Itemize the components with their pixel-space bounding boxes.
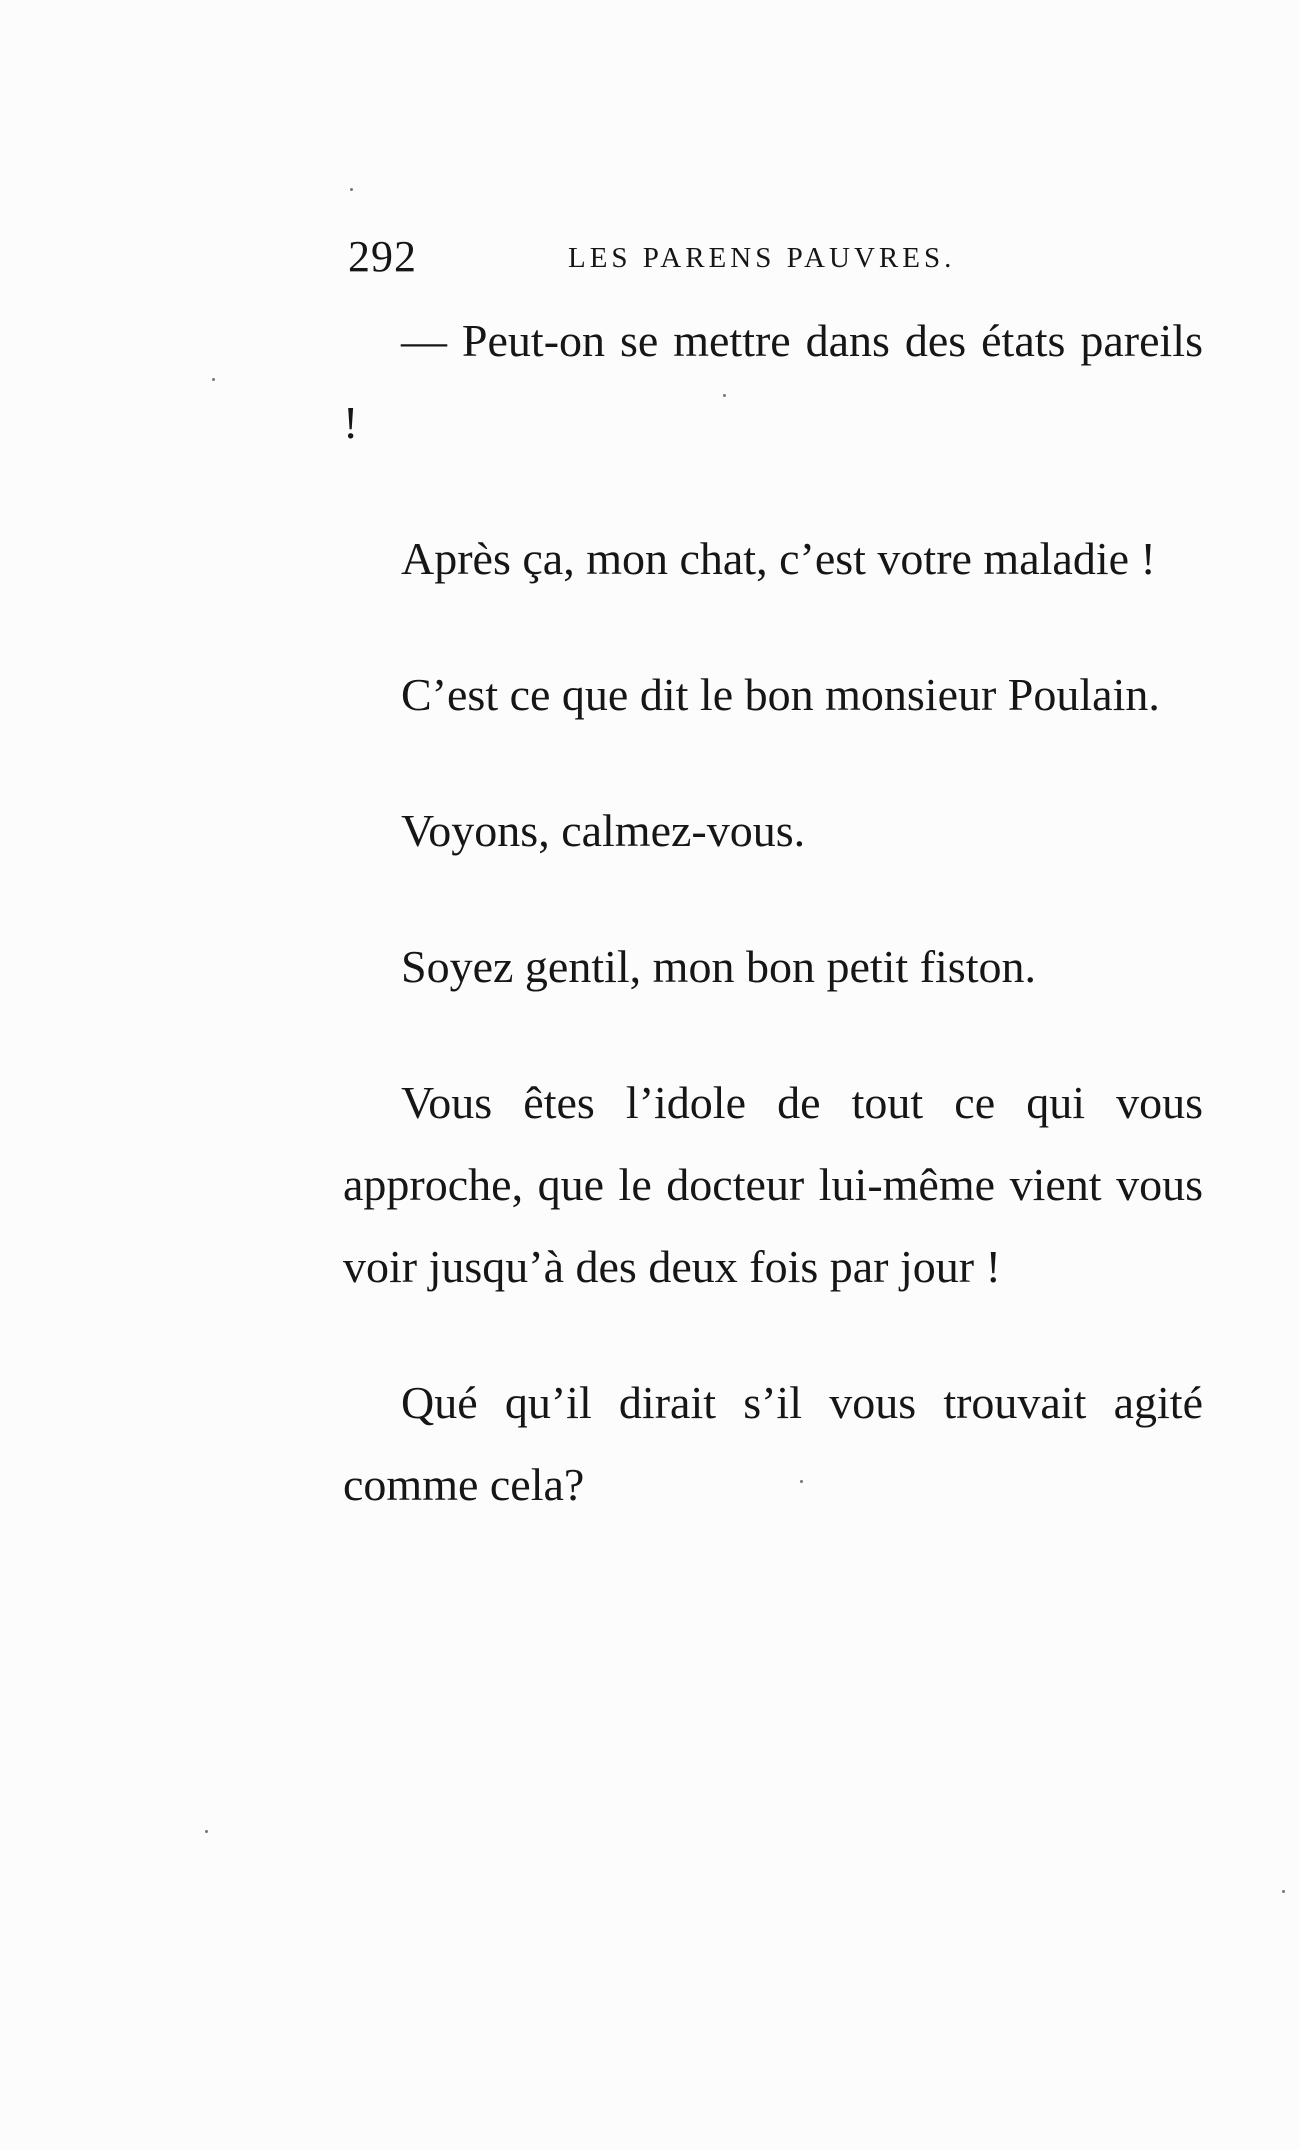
page-number: 292 — [348, 232, 417, 281]
running-title: LES PARENS PAUVRES. — [568, 242, 956, 274]
paragraph: Vous êtes l’idole de tout ce qui vous approche, que le docteur lui-même vient vous voir jusqu’à des deux fois par jour ! — [343, 1077, 1203, 1292]
paragraph: Qué qu’il dirait s’il vous trouvait agité comme cela? — [343, 1377, 1203, 1510]
paragraph: Voyons, calmez-vous. — [401, 805, 806, 856]
paragraph: Soyez gentil, mon bon petit fiston. — [401, 941, 1036, 992]
paper-speck — [1282, 1890, 1285, 1893]
paper-speck — [350, 188, 353, 191]
paper-speck — [212, 378, 215, 381]
paper-speck — [723, 394, 726, 397]
paragraph: C’est ce que dit le bon monsieur Poulain. — [401, 669, 1160, 720]
paper-speck — [800, 1480, 803, 1483]
body-text — [343, 300, 1203, 1526]
paragraph: — Peut-on se mettre dans des états pareils ! — [343, 315, 1203, 448]
paper-speck — [205, 1830, 208, 1833]
paragraph: Après ça, mon chat, c’est votre maladie ! — [401, 533, 1156, 584]
page-header — [348, 232, 988, 282]
